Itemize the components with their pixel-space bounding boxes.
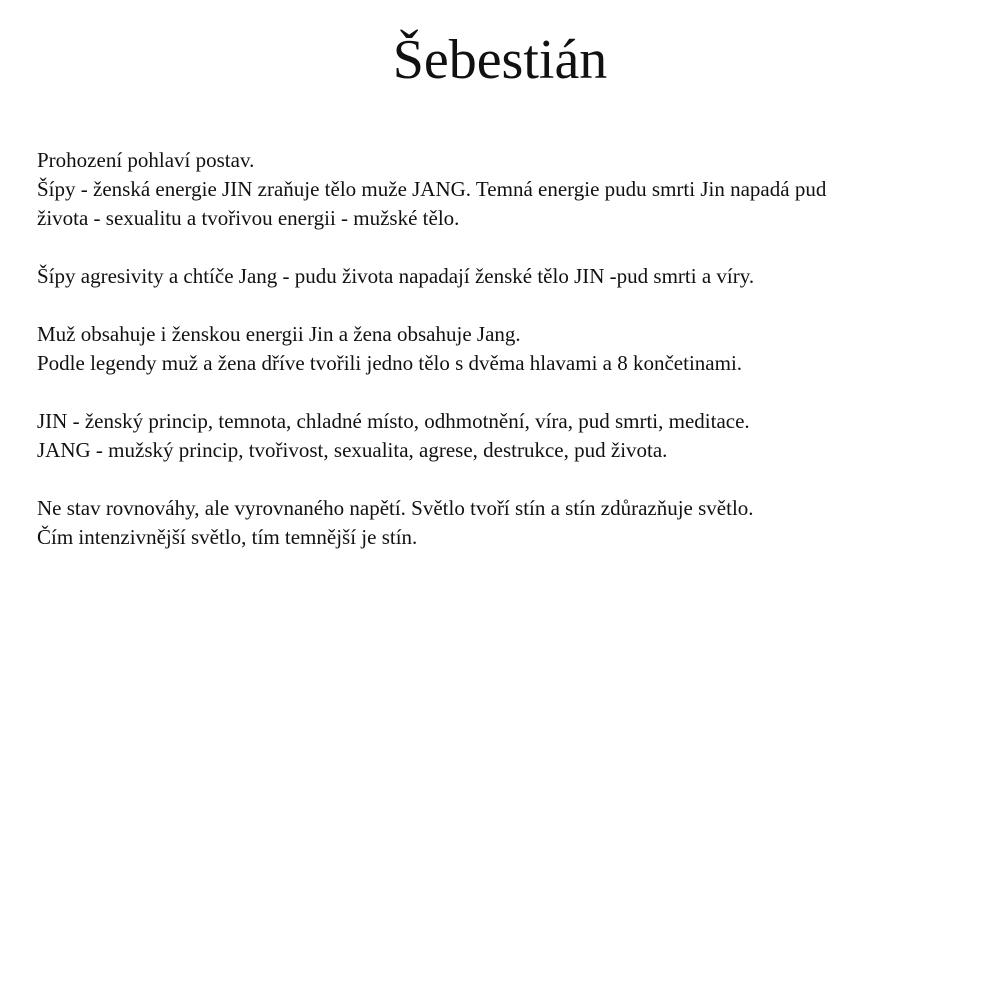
text-line: Ne stav rovnováhy, ale vyrovnaného napětí. Světlo tvoří stín a stín zdůrazňuje světlo. — [37, 496, 754, 520]
text-line: JIN - ženský princip, temnota, chladné místo, odhmotnění, víra, pud smrti, meditace. — [37, 409, 750, 433]
paragraph-gap — [37, 465, 967, 494]
paragraph-gap — [37, 291, 967, 320]
document-title: Šebestián — [392, 29, 608, 91]
paragraph-gap — [37, 233, 967, 262]
text-line: Šípy agresivity a chtíče Jang - pudu života napadají ženské tělo JIN -pud smrti a víry. — [37, 264, 755, 288]
text-line: života - sexualitu a tvořivou energii - mužské tělo. — [37, 206, 460, 230]
text-line: Čím intenzivnější světlo, tím temnější je stín. — [37, 525, 418, 549]
document-body — [37, 146, 967, 552]
text-line: Prohození pohlaví postav. — [37, 148, 255, 172]
text-line: Šípy - ženská energie JIN zraňuje tělo muže JANG. Temná energie pudu smrti Jin napadá pud — [37, 177, 827, 201]
text-line: Muž obsahuje i ženskou energii Jin a žena obsahuje Jang. — [37, 322, 521, 346]
paragraph-gap — [37, 378, 967, 407]
text-line: Podle legendy muž a žena dříve tvořili jedno tělo s dvěma hlavami a 8 končetinami. — [37, 351, 743, 375]
text-line: JANG - mužský princip, tvořivost, sexualita, agrese, destrukce, pud života. — [37, 438, 668, 462]
